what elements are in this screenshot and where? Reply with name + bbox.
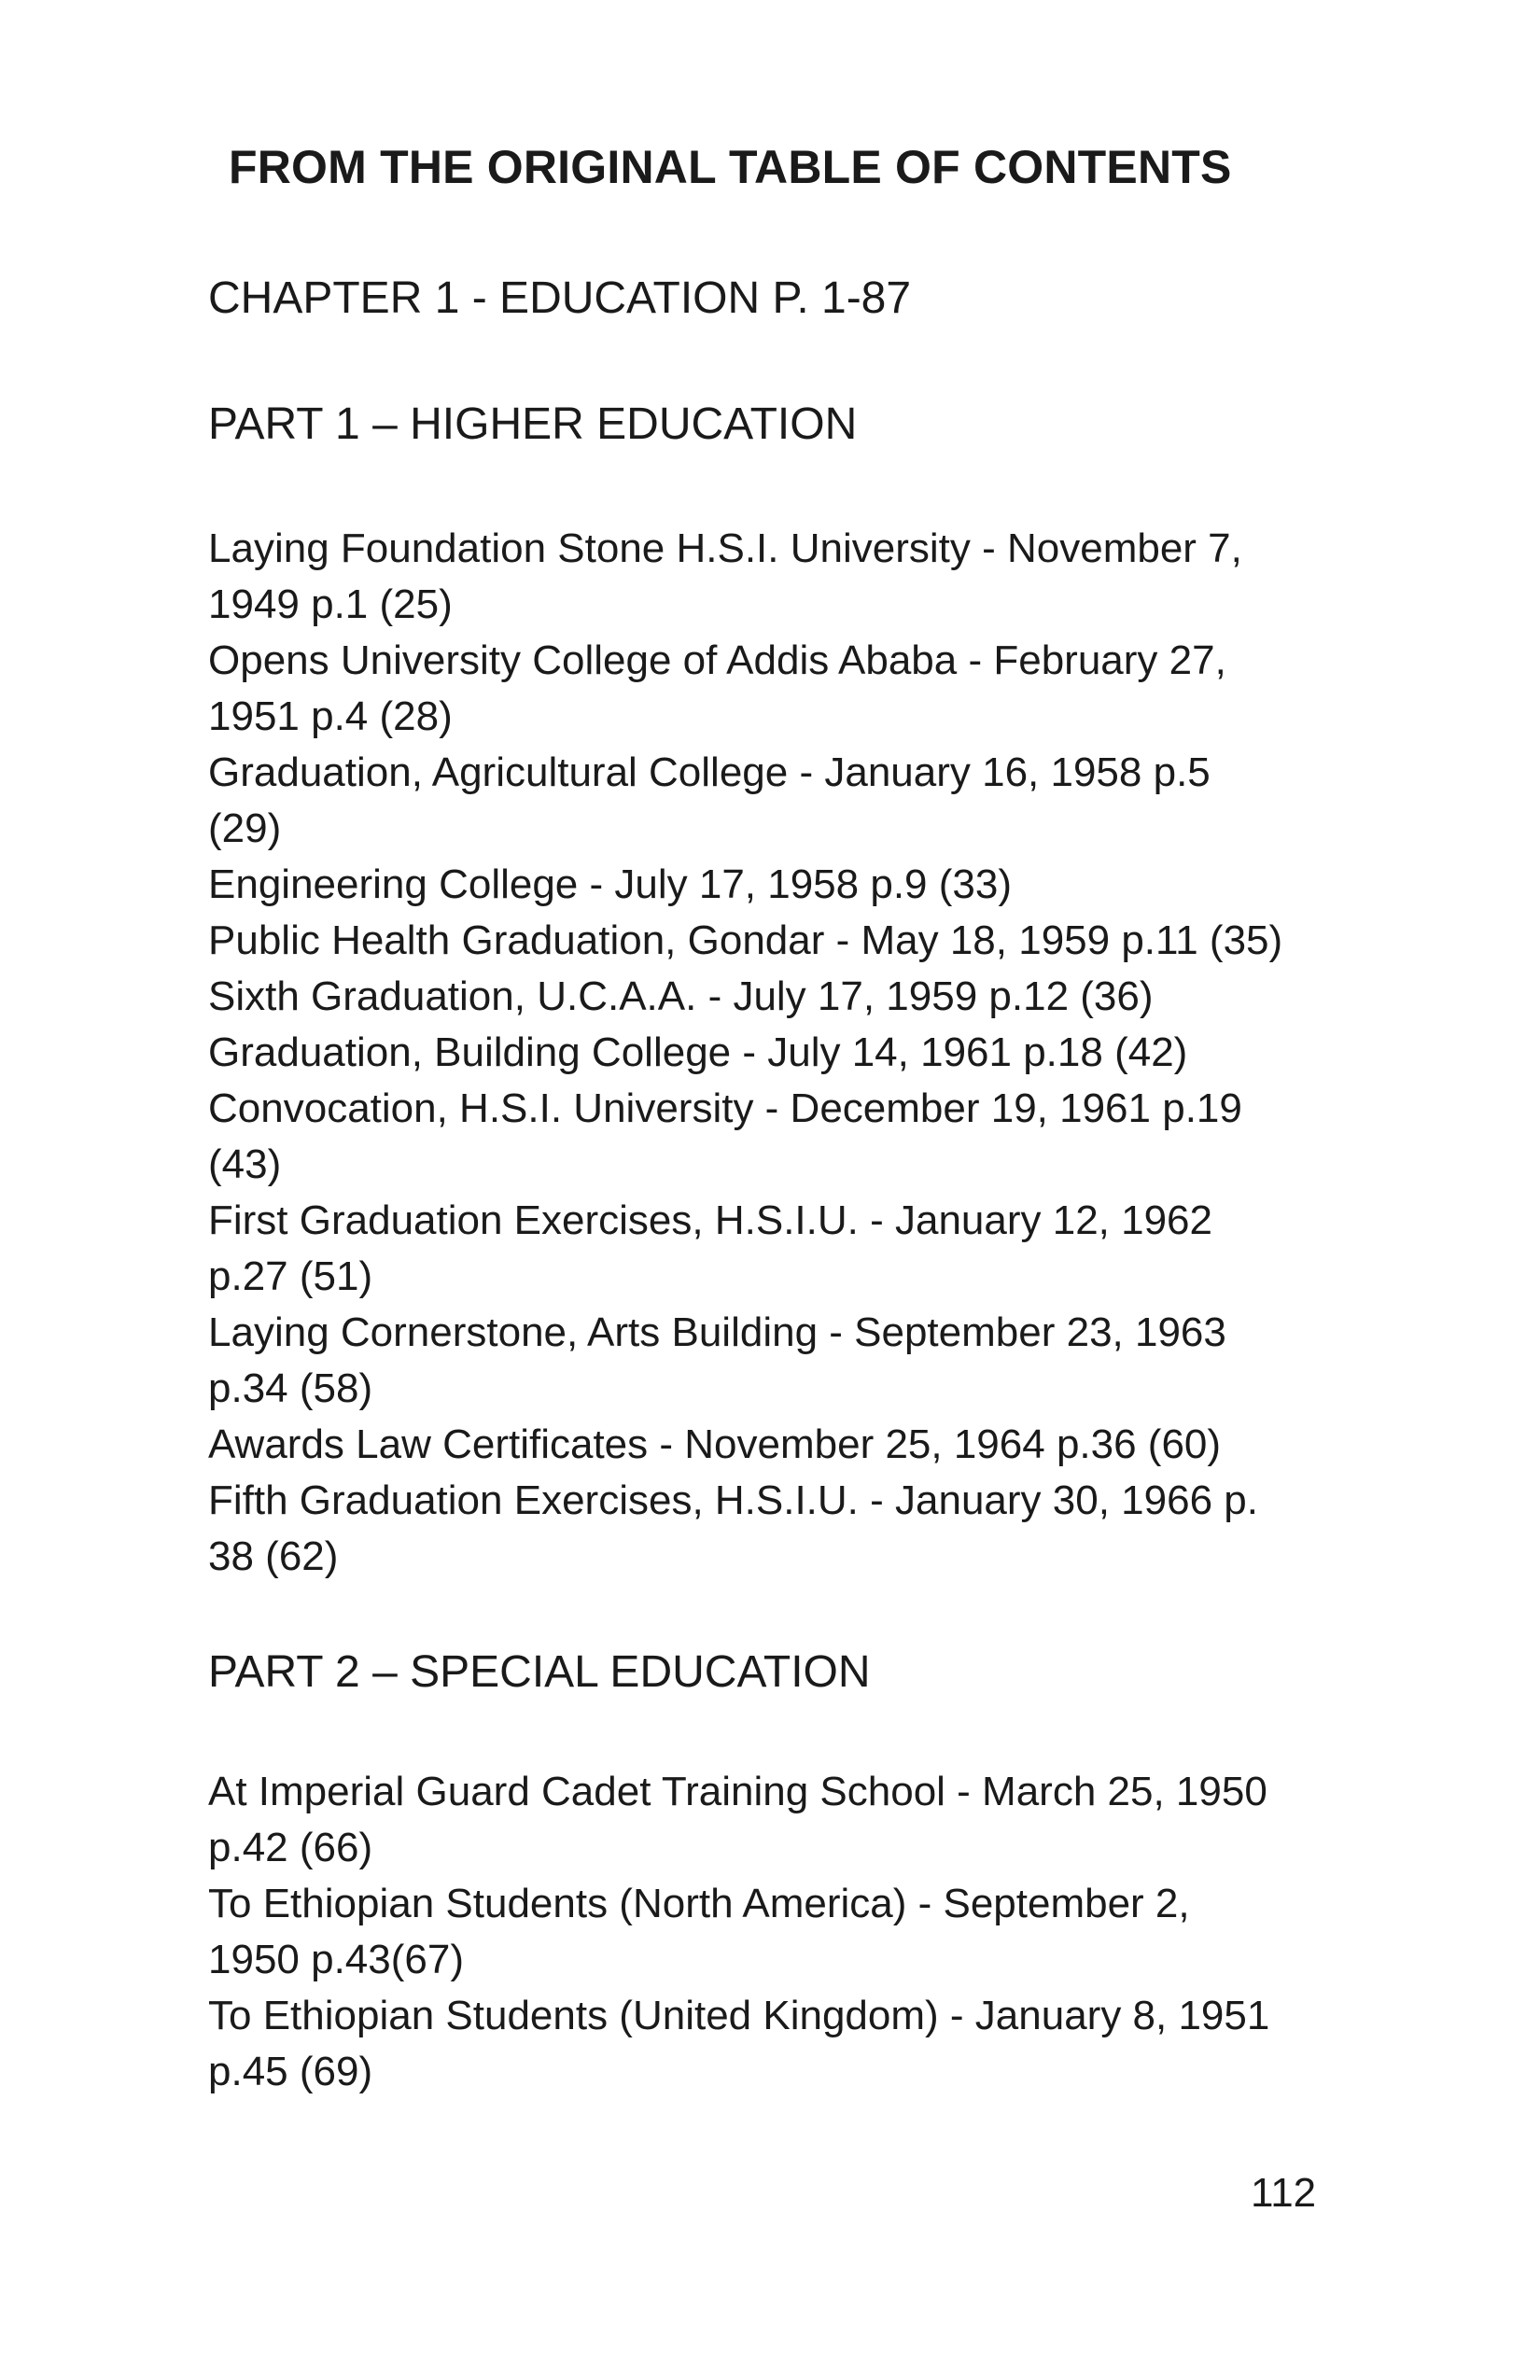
- toc-entry-line: To Ethiopian Students (United Kingdom) - January 8, 1951: [208, 1993, 1270, 2038]
- toc-entry-line: p.45 (69): [208, 2049, 373, 2094]
- toc-entry-line: 1951 p.4 (28): [208, 693, 453, 739]
- toc-entry-line: Awards Law Certificates - November 25, 1964 p.36 (60): [208, 1421, 1222, 1467]
- part-2-entries: [208, 1764, 1328, 2100]
- toc-entry-line: p.34 (58): [208, 1365, 373, 1411]
- part-1-entries: [208, 521, 1328, 1585]
- chapter-heading: CHAPTER 1 - EDUCATION P. 1-87: [208, 273, 912, 323]
- toc-entry-line: Laying Cornerstone, Arts Building - September 23, 1963: [208, 1309, 1226, 1355]
- toc-entry-line: Public Health Graduation, Gondar - May 18, 1959 p.11 (35): [208, 917, 1283, 963]
- toc-entry-line: Convocation, H.S.I. University - December 19, 1961 p.19: [208, 1085, 1242, 1131]
- toc-entry-line: First Graduation Exercises, H.S.I.U. - January 12, 1962: [208, 1197, 1213, 1243]
- page-title: FROM THE ORIGINAL TABLE OF CONTENTS: [229, 141, 1232, 193]
- toc-entry-line: p.27 (51): [208, 1253, 373, 1299]
- toc-entry-line: Fifth Graduation Exercises, H.S.I.U. - January 30, 1966 p.: [208, 1477, 1258, 1523]
- toc-entry-line: Sixth Graduation, U.C.A.A. - July 17, 1959 p.12 (36): [208, 973, 1154, 1019]
- part-1-heading: PART 1 – HIGHER EDUCATION: [208, 399, 858, 449]
- toc-entry-line: At Imperial Guard Cadet Training School - March 25, 1950: [208, 1769, 1267, 1814]
- toc-entry-line: 1949 p.1 (25): [208, 581, 453, 627]
- toc-entry-line: (29): [208, 805, 282, 851]
- toc-entry-line: 38 (62): [208, 1533, 339, 1579]
- toc-entry-line: Graduation, Agricultural College - January 16, 1958 p.5: [208, 749, 1211, 795]
- toc-entry-line: 1950 p.43(67): [208, 1937, 464, 1982]
- toc-entry-line: Graduation, Building College - July 14, 1961 p.18 (42): [208, 1029, 1188, 1075]
- part-2-heading: PART 2 – SPECIAL EDUCATION: [208, 1647, 871, 1697]
- toc-entry-line: Laying Foundation Stone H.S.I. University - November 7,: [208, 525, 1242, 571]
- toc-entry-line: To Ethiopian Students (North America) - September 2,: [208, 1881, 1190, 1926]
- toc-entry-line: p.42 (66): [208, 1825, 373, 1870]
- toc-entry-line: (43): [208, 1141, 282, 1187]
- page-number: 112: [1251, 2170, 1317, 2216]
- toc-entry-line: Engineering College - July 17, 1958 p.9 (33): [208, 861, 1012, 907]
- toc-entry-line: Opens University College of Addis Ababa - February 27,: [208, 637, 1226, 683]
